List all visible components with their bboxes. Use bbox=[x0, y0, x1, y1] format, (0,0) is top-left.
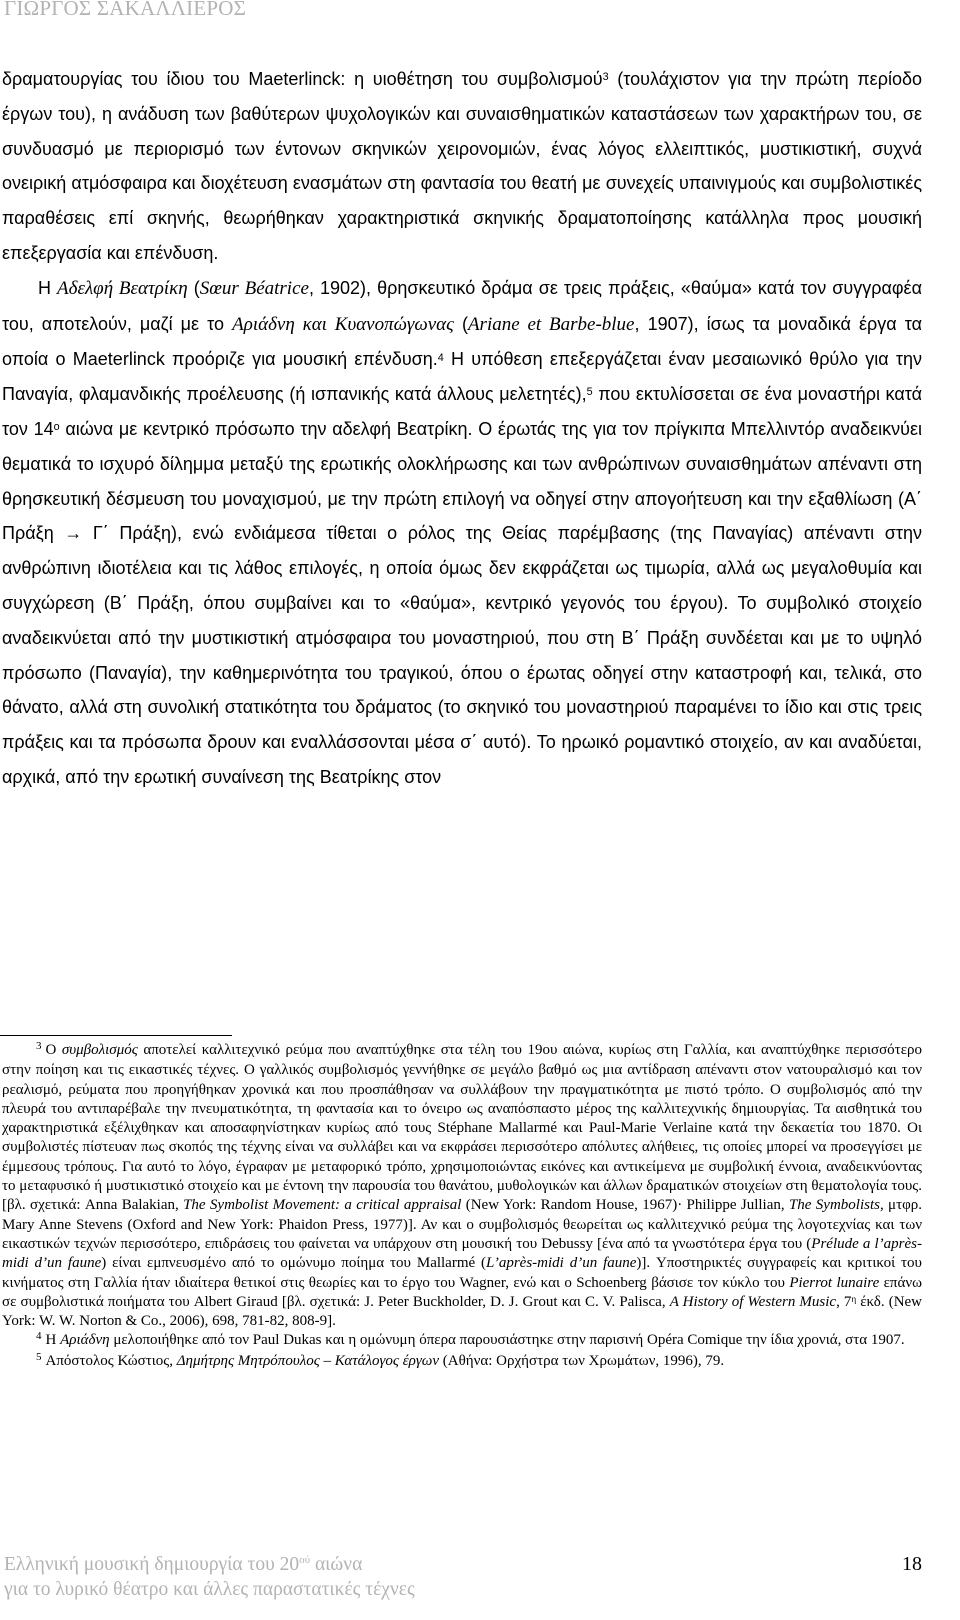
text-run: αιώνα bbox=[310, 1554, 363, 1575]
italic-title: A History of Western Music bbox=[669, 1293, 837, 1310]
text-run: μελοποιήθηκε από τον Paul Dukas και η ομώνυμη όπερα παρουσιάστηκε στην παρισινή Opéra Comique την ίδια χρονιά, στα 1907. bbox=[109, 1332, 905, 1349]
ordinal-superscript: ο bbox=[53, 421, 60, 434]
paragraph-2 bbox=[2, 271, 922, 795]
page-number: 18 bbox=[902, 1553, 922, 1575]
body-text bbox=[2, 62, 922, 795]
text-run: , 1902), θρησκευτικό δράμα σε τρεις πράξεις, «θαύμα» κατά τον συγγραφέα του, αποτελούν, μαζί με το bbox=[2, 277, 922, 334]
italic-title: The Symbolists bbox=[788, 1197, 880, 1214]
footnote-number: 5 bbox=[36, 1350, 42, 1363]
running-head: ΓΙΩΡΓΟΣ ΣΑΚΑΛΛΙΕΡΟΣ bbox=[4, 0, 247, 20]
text-run: Απόστολος Κώστιος, bbox=[45, 1352, 177, 1369]
running-footer bbox=[4, 1552, 415, 1602]
italic-title: Αδελφή Βεατρίκη bbox=[57, 277, 188, 299]
text-run: επάνω σε συμβολιστικά ποιήματα του Albert Giraud [βλ. σχετικά: J. Peter Buckholder, D. J. Grout και C. V. Palisca, bbox=[2, 1274, 923, 1310]
text-run: αποτελεί καλλιτεχνικό ρεύμα που αναπτύχθηκε στα τέλη του 19ου αιώνα, κυρίως στη Γαλλία, και αναπτύχθηκε περισσότερο στην ποίηση και τις εικαστικές τέχνες. Ο γαλλικός συμβολισμός γεννήθηκε σε μεγάλο βαθμό ως μια αντίδραση απέναντι στον νατουραλισμό και τον ρεαλισμό, ρεύματα που προηγήθηκαν χρονικά και που προσπάθησαν να συλλάβουν την πραγματικότητα με πιστό τρόπο. Ο συμβολισμός από την πλευρά του αντιπαρέβαλε την πνευματικότητα, τη φαντασία και το όνειρο ως αναπόσπαστο μέρος της καλλιτεχνικής δημιουργίας. Τα αισθητικά του χαρακτηριστικά εξέλιχθηκαν και αποσαφηνίστηκαν κυρίως από τους Stéphane Mallarmé και Paul-Marie Verlaine κατά την δεκαετία του 1870. Οι συμβολιστές πίστευαν πως σκοπός της τέχνης είναι να συλλάβει και να εκφράσει περισσότερο απόλυτες αλήθειες, τις οποίες μπορεί να προσεγγίσει με έμμεσους τρόπους. Για αυτό το λόγο, έγραφαν με μεταφορικό τρόπο, χρησιμοποιώντας εικόνες και αντικείμενα με συμβολική έννοια, αναδεικνύοντας το μεταφυσικό ή μυστικιστικό στοιχείο και με έντονη την παρουσία του θανάτου, μυθολογικών και άλλων δραματικών στοιχείων στη θεματολογία τους. [βλ. σχετικά: Anna Balakian, bbox=[2, 1042, 922, 1214]
text-run: ( bbox=[187, 277, 200, 298]
footer-line-1 bbox=[4, 1552, 415, 1577]
text-run: Ελληνική μουσική δημιουργία του 20 bbox=[4, 1554, 300, 1575]
footer-line-2: για το λυρικό θέατρο και άλλες παραστατικές τέχνες bbox=[4, 1579, 415, 1600]
footnote-ref-5[interactable]: 5 bbox=[586, 386, 593, 399]
italic-title: L’après-midi d’un faune bbox=[486, 1255, 637, 1272]
text-run: (τουλάχιστον για την πρώτη περίοδο έργων του), η ανάδυση των βαθύτερων ψυχολογικών και συναισθηματικών καταστάσεων των χαρακτήρων του, σε συνδυασμό με περιορισμό των έντονων σκηνικών χειρονομιών, ένας λόγος ελλειπτικός, μυστικιστική, συχνά ονειρική ατμόσφαιρα και διοχέτευση ενασμάτων στη φαντασία του θεατή με συνεχείς υπαινιγμούς και συμβολιστικές παραθέσεις επί σκηνής, θεωρήθηκαν χαρακτηριστικά σκηνικής δραματοποίησης κατάλληλα προς μουσική επεξεργασία και επένδυση. bbox=[2, 69, 922, 263]
text-run: , μτφρ. Mary Anne Stevens (Oxford and New York: Phaidon Press, 1977)]. Αν και ο συμβολισμός θεωρείται ως καλλιτεχνικό ρεύμα της λογοτεχνίας και των εικαστικών τεχνών περισσότερο, επιδράσεις του φαίνεται να υπάρχουν στη μουσική του Debussy [ένα από τα γνωστότερα έργα του ( bbox=[2, 1197, 922, 1252]
text-run: που εκτυλίσσεται σε ένα μοναστήρι κατά τον 14 bbox=[2, 384, 922, 439]
text-run: , 1907), ίσως τα μοναδικά έργα τα οποία ο Maeterlinck προόριζε για μουσική επένδυση. bbox=[2, 313, 922, 370]
italic-title: Prélude a l’après-midi d’un faune bbox=[2, 1235, 922, 1272]
footnote-number: 3 bbox=[36, 1040, 42, 1052]
edition-superscript: η bbox=[851, 1293, 857, 1304]
italic-title: Αριάδνη και Κυανοπώγωνας bbox=[232, 313, 454, 335]
footnote-ref-3[interactable]: 3 bbox=[602, 71, 609, 84]
footnote-number: 4 bbox=[36, 1330, 42, 1343]
text-run: (New York: Random House, 1967)· Philippe Jullian, bbox=[461, 1197, 789, 1214]
text-run: ( bbox=[453, 313, 468, 334]
footnote-separator bbox=[0, 1035, 232, 1036]
paragraph-1 bbox=[2, 62, 922, 271]
italic-title: Ariane et Barbe-blue bbox=[467, 313, 635, 335]
footnote-5 bbox=[2, 1352, 922, 1372]
italic-title: Pierrot lunaire bbox=[789, 1274, 880, 1291]
footnote-4 bbox=[2, 1331, 922, 1351]
text-run: δραματουργίας του ίδιου του Maeterlinck: η υιοθέτηση του συμβολισμού bbox=[2, 69, 603, 89]
italic-title: Δημήτρης Μητρόπουλος – Κατάλογος έργων bbox=[176, 1352, 439, 1369]
text-run: )]. Υποστηρικτές συγγραφείς και κριτικοί του κινήματος στη Γαλλία ήταν ιδιαίτερα θετικοί στις θεωρίες και το έργο του Wagner, ενώ και ο Schoenberg βάσισε τον κύκλο του bbox=[2, 1255, 922, 1291]
italic-title: The Symbolist Movement: a critical appraisal bbox=[183, 1197, 462, 1214]
text-run: Η bbox=[45, 1332, 61, 1349]
text-run: , 7 bbox=[836, 1293, 852, 1310]
footnote-3 bbox=[2, 1041, 922, 1331]
italic-title: Αριάδνη bbox=[60, 1332, 110, 1349]
text-run: Η bbox=[38, 277, 58, 298]
text-run: έκδ. (New York: W. W. Norton & Co., 2006), 698, 781-82, 808-9]. bbox=[2, 1293, 923, 1330]
text-run: (Αθήνα: Ορχήστρα των Χρωμάτων, 1996), 79. bbox=[439, 1352, 725, 1369]
text-run: Η υπόθεση επεξεργάζεται έναν μεσαιωνικό θρύλο για την Παναγία, φλαμανδικής προέλευσης (ή ισπανικής κατά άλλους μελετητές), bbox=[2, 349, 922, 405]
ordinal-superscript: ού bbox=[299, 1554, 311, 1567]
italic-title: Sœur Béatrice bbox=[199, 277, 309, 299]
text-run: Ο bbox=[45, 1042, 62, 1058]
text-run: αιώνα με κεντρικό πρόσωπο την αδελφή Βεατρίκη. Ο έρωτάς της για τον πρίγκιπα Μπελλιντόρ αναδεικνύει θεματικά το ισχυρό δίλημμα μεταξύ της ερωτικής ολοκλήρωσης και των ανθρώπινων συναισθημάτων απέναντι στη θρησκευτική δέσμευση του μοναχισμού, με την πρώτη επιλογή να οδηγεί στην απογοήτευση και την εξαθλίωση (Α΄ Πράξη → Γ΄ Πράξη), ενώ ενδιάμεσα τίθεται ο ρόλος της Θείας παρέμβασης (της Παναγίας) απέναντι στην ανθρώπινη ιδιοτέλεια και τις λάθος επιλογές, η οποία όμως δεν εκφράζεται ως τιμωρία, αλλά ως μεγαλοθυμία και συγχώρεση (Β΄ Πράξη, όπου συμβαίνει και το «θαύμα», κεντρικό γεγονός του έργου). Το συμβολικό στοιχείο αναδεικνύεται από την μυστικιστική ατμόσφαιρα του μοναστηριού, που στη Β΄ Πράξη συνδέεται και με το υψηλό πρόσωπο (Παναγία), την καθημερινότητα του τραγικού, όπου ο έρωτας οδηγεί στην καταστροφή και, τελικά, στο θάνατο, αλλά στη συνολική στατικότητα του δράματος (το σκηνικό του μοναστηριού παραμένει το ίδιο και στις τρεις πράξεις και τα πρόσωπα δρουν και εναλλάσσονται μέσα σ΄ αυτό). Το ηρωικό ρομαντικό στοιχείο, αν και αναδύεται, αρχικά, από την ερωτική συναίνεση της Βεατρίκης στον bbox=[2, 418, 923, 787]
italic-term: συμβολισμός bbox=[61, 1042, 138, 1058]
footnote-ref-4[interactable]: 4 bbox=[437, 351, 444, 364]
text-run: ) είναι εμπνευσμένο από το ομώνυμο ποίημα του Mallarmé ( bbox=[101, 1255, 487, 1272]
footnotes bbox=[2, 1041, 922, 1372]
